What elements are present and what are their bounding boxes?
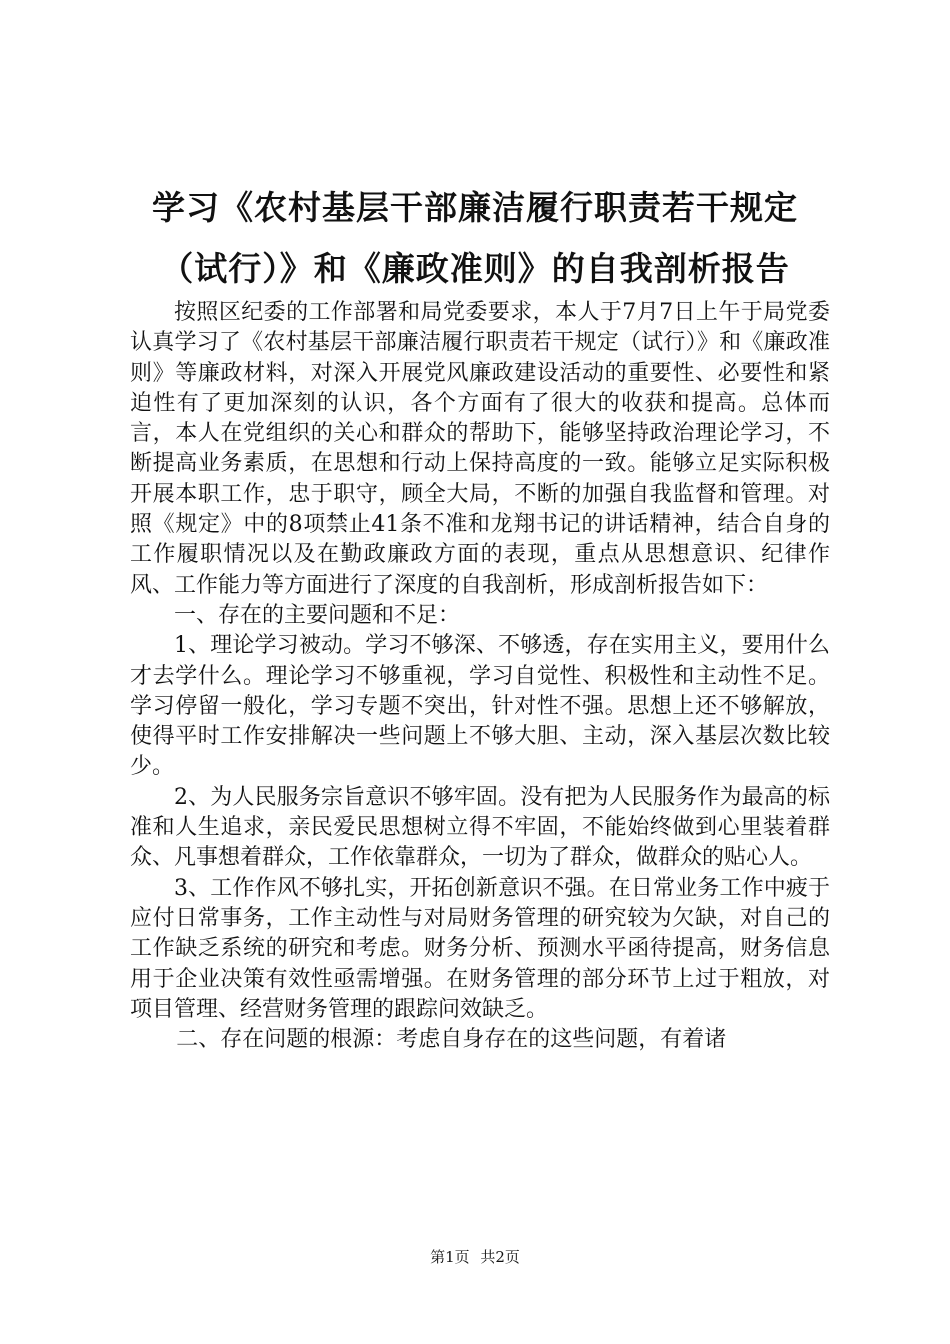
page-total: 共2页 [480, 1248, 520, 1266]
document-title-line-2: （试行）》和《廉政准则》的自我剖析报告 [160, 249, 790, 288]
section-heading-causes: 二、存在问题的根源：考虑自身存在的这些问题，有着诸 [176, 1027, 727, 1053]
section-heading-problems: 一、存在的主要问题和不足： [174, 602, 461, 628]
paragraph-item-1: 1、理论学习被动。学习不够深、不够透，存在实用主义，要用什么才去学什么。理论学习不够重视，学习自觉性、积极性和主动性不足。学习停留一般化，学习专题不突出，针对性不强。思想上还不够解放，使得平时工作安排解决一些问题上不够大胆、主动，深入基层次数比较少。 [130, 633, 830, 780]
paragraph-item-2: 2、为人民服务宗旨意识不够牢固。没有把为人民服务作为最高的标准和人生追求，亲民爱民思想树立得不牢固，不能始终做到心里装着群众、凡事想着群众，工作依靠群众，一切为了群众，做群众的贴心人。 [130, 784, 830, 871]
page-footer [0, 1247, 950, 1267]
document-body [130, 298, 830, 1055]
paragraph-item-3: 3、工作作风不够扎实，开拓创新意识不强。在日常业务工作中疲于应付日常事务，工作主动性与对局财务管理的研究较为欠缺，对自己的工作缺乏系统的研究和考虑。财务分析、预测水平函待提高，财务信息用于企业决策有效性亟需增强。在财务管理的部分环节上过于粗放，对项目管理、经营财务管理的跟踪问效缺乏。 [130, 875, 830, 1022]
document-title-line-1: 学习《农村基层干部廉洁履行职责若干规定 [152, 188, 798, 227]
paragraph-intro: 按照区纪委的工作部署和局党委要求，本人于7月7日上午于局党委认真学习了《农村基层干部廉洁履行职责若干规定（试行）》和《廉政准则》等廉政材料，对深入开展党风廉政建设活动的重要性、必要性和紧迫性有了更加深刻的认识，各个方面有了很大的收获和提高。总体而言，本人在党组织的关心和群众的帮助下，能够坚持政治理论学习，不断提高业务素质，在思想和行动上保持高度的一致。能够立足实际积极开展本职工作，忠于职守，顾全大局，不断的加强自我监督和管理。对照《规定》中的8项禁止41条不准和龙翔书记的讲话精神，结合自身的工作履职情况以及在勤政廉政方面的表现，重点从思想意识、纪律作风、工作能力等方面进行了深度的自我剖析，形成剖析报告如下： [130, 300, 830, 598]
page-number: 第1页 [430, 1248, 470, 1266]
